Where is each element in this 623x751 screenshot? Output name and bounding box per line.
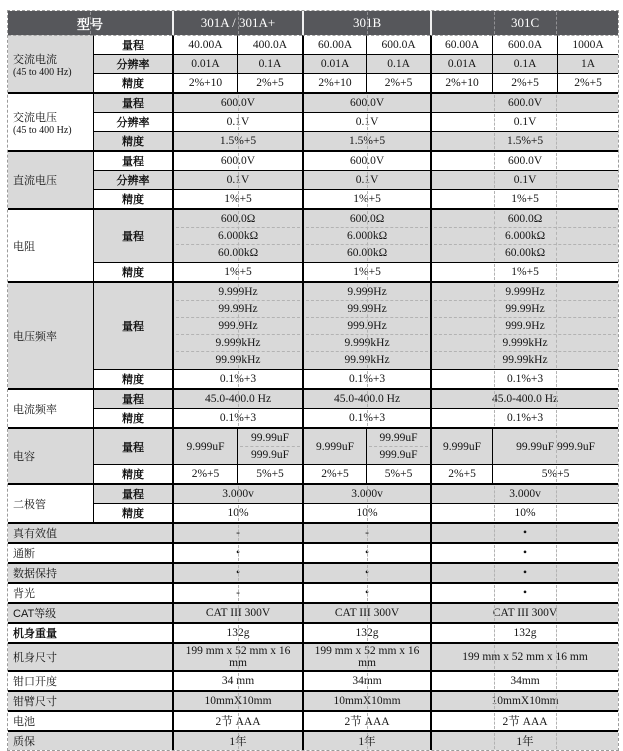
range-line: 99.99kHz (434, 351, 616, 368)
spec-value-cell (237, 427, 302, 464)
feature-value-cell: • (302, 542, 430, 562)
spec-value-cell: 2%+5 (430, 464, 492, 483)
spec-type-label: 精度 (93, 189, 172, 208)
spec-value-cell: 0.01A (430, 54, 492, 73)
spec-value-cell: 0.1%+3 (302, 369, 430, 388)
merged-cell-gridline (90, 12, 91, 34)
merged-cell-gridline (367, 545, 368, 561)
spec-value-cell: 60.00A (430, 35, 492, 54)
merged-cell-gridline (494, 625, 495, 641)
merged-cell-gridline (238, 545, 239, 561)
feature-value-cell: - (172, 582, 302, 602)
spec-value-cell: 0.01A (172, 54, 237, 73)
section-label (8, 427, 93, 483)
range-line: 600.0Ω (220, 213, 256, 225)
spec-value-cell: 600.0V (430, 92, 618, 112)
spec-value-cell: 1000A (557, 35, 618, 54)
range-line: 99.99Hz (176, 300, 300, 317)
range-line: 9.999kHz (306, 334, 428, 351)
spec-type-label: 分辨率 (93, 54, 172, 73)
spec-value-cell (172, 208, 302, 262)
merged-cell-gridline (367, 410, 368, 426)
header-model-1: 301B (302, 11, 430, 35)
spec-value-cell: 1%+5 (302, 189, 430, 208)
feature-value-cell: • (172, 562, 302, 582)
merged-cell-gridline (238, 191, 239, 207)
spec-type-label: 量程 (93, 208, 172, 262)
spec-value-cell: 0.1%+3 (172, 408, 302, 427)
merged-cell-gridline (556, 172, 557, 188)
feature-value-cell: 132g (302, 622, 430, 642)
feature-value-cell: 2节 AAA (302, 710, 430, 730)
merged-cell-gridline (238, 172, 239, 188)
merged-cell-gridline (238, 153, 239, 169)
merged-cell-gridline (556, 114, 557, 130)
merged-cell-gridline (367, 605, 368, 621)
range-line: 9.999kHz (176, 334, 300, 351)
spec-type-label: 分辨率 (93, 170, 172, 189)
spec-value-cell: 5%+5 (492, 464, 618, 483)
merged-cell-gridline (494, 114, 495, 130)
section-label (8, 483, 93, 522)
feature-value-cell: CAT III 300V (172, 602, 302, 622)
merged-cell-gridline (494, 525, 495, 541)
merged-cell-gridline (556, 545, 557, 561)
spec-value-cell: 0.1V (430, 170, 618, 189)
merged-cell-gridline (556, 264, 557, 280)
merged-cell-gridline (238, 565, 239, 581)
spec-type-label: 量程 (93, 35, 172, 54)
merged-cell-gridline (494, 264, 495, 280)
merged-cell-gridline (238, 12, 239, 34)
spec-value-cell: 1A (557, 54, 618, 73)
spec-type-label: 量程 (93, 92, 172, 112)
merged-cell-gridline (494, 505, 495, 521)
merged-cell-gridline (494, 585, 495, 601)
header-model-2: 301C (430, 11, 618, 35)
merged-cell-gridline (238, 391, 239, 407)
merged-cell-gridline (494, 191, 495, 207)
feature-value-cell: - (302, 522, 430, 542)
spec-value-cell: 0.1%+3 (172, 369, 302, 388)
merged-cell-gridline (238, 673, 239, 689)
section-label (8, 281, 93, 388)
feature-value-cell: 1年 (430, 730, 618, 750)
feature-value-cell: 199 mm x 52 mm x 16 mm (302, 642, 430, 670)
range-line: 60.00kΩ (434, 244, 616, 261)
feature-value-cell: 34 mm (172, 670, 302, 690)
spec-value-cell: 600.0V (302, 150, 430, 170)
merged-cell-gridline (556, 733, 557, 749)
feature-label: 真有效值 (8, 522, 172, 542)
spec-value-cell: 0.1V (172, 112, 302, 131)
spec-value-cell: 1%+5 (430, 262, 618, 281)
spec-value-cell: 1.5%+5 (302, 131, 430, 150)
merged-cell-gridline (238, 410, 239, 426)
spec-type-label: 量程 (93, 483, 172, 503)
merged-cell-gridline (367, 585, 368, 601)
feature-value-cell: CAT III 300V (430, 602, 618, 622)
range-line: 600.0Ω (507, 213, 543, 225)
feature-value-cell: - (172, 522, 302, 542)
spec-value-cell: 10% (302, 503, 430, 522)
merged-cell-gridline (556, 191, 557, 207)
range-line: 9.999Hz (347, 286, 387, 298)
feature-label: 背光 (8, 582, 172, 602)
merged-cell-gridline (367, 486, 368, 502)
spec-value-cell: 2%+5 (366, 73, 430, 92)
section-label-text: 电压频率 (13, 330, 57, 343)
header-model-label: 型号 (8, 11, 172, 35)
feature-value-cell: 10mmX10mm (172, 690, 302, 710)
merged-cell-gridline (494, 673, 495, 689)
merged-cell-gridline (367, 172, 368, 188)
section-sublabel-text: (45 to 400 Hz) (13, 124, 72, 136)
merged-cell-gridline (367, 12, 368, 34)
feature-value-cell: 10mmX10mm (430, 690, 618, 710)
feature-label: 机身尺寸 (8, 642, 172, 670)
spec-value-cell: 600.0V (172, 150, 302, 170)
merged-cell-gridline (367, 114, 368, 130)
section-label-text: 交流电压 (13, 111, 57, 124)
spec-value-cell: 2%+10 (172, 73, 237, 92)
spec-type-label: 分辨率 (93, 112, 172, 131)
spec-value-cell: 1%+5 (172, 189, 302, 208)
spec-type-label: 精度 (93, 73, 172, 92)
merged-cell-gridline (367, 95, 368, 111)
spec-value-cell: 0.1A (492, 54, 557, 73)
merged-cell-gridline (367, 713, 368, 729)
merged-cell-gridline (556, 12, 557, 34)
spec-value-cell: 9.999uF (302, 427, 366, 464)
spec-value-cell: 45.0-400.0 Hz (430, 388, 618, 408)
range-line: 999.9Hz (434, 317, 616, 334)
feature-value-cell: 2节 AAA (430, 710, 618, 730)
spec-value-cell: 2%+10 (302, 73, 366, 92)
spec-value-cell: 1%+5 (172, 262, 302, 281)
section-label-text: 交流电流 (13, 53, 57, 66)
spec-type-label: 精度 (93, 131, 172, 150)
range-line: 999.9uF (240, 446, 300, 463)
range-line: 99.99uF (251, 432, 290, 444)
merged-cell-gridline (556, 713, 557, 729)
range-line: 9.999Hz (218, 286, 258, 298)
merged-cell-gridline (367, 565, 368, 581)
spec-value-cell: 5%+5 (366, 464, 430, 483)
range-line: 99.99uF (379, 432, 418, 444)
spec-type-label: 量程 (93, 150, 172, 170)
merged-cell-gridline (367, 505, 368, 521)
feature-value-cell: 1年 (172, 730, 302, 750)
merged-cell-gridline (494, 486, 495, 502)
feature-value-cell: 132g (430, 622, 618, 642)
spec-value-cell: 3.000v (302, 483, 430, 503)
spec-value-cell: 3.000v (172, 483, 302, 503)
spec-value-cell: 2%+5 (557, 73, 618, 92)
spec-type-label: 量程 (93, 427, 172, 464)
spec-type-label: 精度 (93, 262, 172, 281)
feature-label: 质保 (8, 730, 172, 750)
spec-type-label: 精度 (93, 503, 172, 522)
merged-cell-gridline (238, 733, 239, 749)
feature-value-cell: 132g (172, 622, 302, 642)
spec-sheet (7, 10, 619, 751)
merged-cell-gridline (238, 713, 239, 729)
spec-type-label: 精度 (93, 408, 172, 427)
spec-value-cell: 9.999uF (430, 427, 492, 464)
feature-value-cell: • (172, 542, 302, 562)
feature-label: 钳臂尺寸 (8, 690, 172, 710)
spec-value-cell: 40.00A (172, 35, 237, 54)
spec-value-cell: 60.00A (302, 35, 366, 54)
merged-cell-gridline (556, 133, 557, 149)
spec-value-cell: 10% (430, 503, 618, 522)
section-label-text: 直流电压 (13, 175, 57, 187)
range-line: 6.000kΩ (176, 227, 300, 244)
section-label-text: 电阻 (13, 240, 35, 253)
merged-cell-gridline (556, 525, 557, 541)
range-line: 60.00kΩ (176, 244, 300, 261)
merged-cell-gridline (238, 114, 239, 130)
merged-cell-gridline (238, 486, 239, 502)
merged-cell-gridline (494, 12, 495, 34)
section-label (8, 388, 93, 427)
feature-label: 机身重量 (8, 622, 172, 642)
merged-cell-gridline (556, 391, 557, 407)
merged-cell-gridline (238, 133, 239, 149)
range-line: 99.99Hz (306, 300, 428, 317)
merged-cell-gridline (494, 172, 495, 188)
spec-value-cell: 2%+5 (237, 73, 302, 92)
range-line: 9.999kHz (434, 334, 616, 351)
spec-value-cell: 2%+5 (302, 464, 366, 483)
merged-cell-gridline (367, 371, 368, 387)
feature-value-cell: 1年 (302, 730, 430, 750)
spec-value-cell: 45.0-400.0 Hz (172, 388, 302, 408)
range-line: 99.99kHz (176, 351, 300, 368)
merged-cell-gridline (494, 371, 495, 387)
merged-cell-gridline (238, 585, 239, 601)
spec-value-cell: 45.0-400.0 Hz (302, 388, 430, 408)
spec-value-cell: 600.0A (492, 35, 557, 54)
feature-value-cell: 199 mm x 52 mm x 16 mm (430, 642, 618, 670)
spec-value-cell: 600.0V (430, 150, 618, 170)
feature-value-cell: 10mmX10mm (302, 690, 430, 710)
range-line: 9.999Hz (505, 286, 545, 298)
merged-cell-gridline (494, 605, 495, 621)
merged-cell-gridline (238, 645, 239, 669)
feature-label: 钳口开度 (8, 670, 172, 690)
spec-value-cell: 0.1%+3 (430, 408, 618, 427)
range-line: 99.99Hz (434, 300, 616, 317)
merged-cell-gridline (494, 153, 495, 169)
merged-cell-gridline (367, 264, 368, 280)
spec-value-cell: 0.1A (237, 54, 302, 73)
merged-cell-gridline (556, 410, 557, 426)
merged-cell-gridline (367, 673, 368, 689)
spec-value-cell (430, 208, 618, 262)
merged-cell-gridline (556, 430, 557, 463)
range-line: 99.99kHz (306, 351, 428, 368)
spec-value-cell: 600.0A (366, 35, 430, 54)
spec-value-cell: 0.1V (430, 112, 618, 131)
merged-cell-gridline (556, 95, 557, 111)
merged-cell-gridline (494, 391, 495, 407)
spec-value-cell: 9.999uF (172, 427, 237, 464)
feature-value-cell: • (430, 562, 618, 582)
section-label (8, 208, 93, 281)
spec-value-cell (430, 281, 618, 369)
merged-cell-gridline (494, 713, 495, 729)
merged-cell-gridline (367, 391, 368, 407)
spec-value-cell (302, 281, 430, 369)
spec-value-cell: 10% (172, 503, 302, 522)
section-label-text: 电容 (13, 451, 35, 463)
feature-value-cell: • (430, 582, 618, 602)
merged-cell-gridline (494, 733, 495, 749)
spec-value-cell: 0.1%+3 (302, 408, 430, 427)
merged-cell-gridline (494, 410, 495, 426)
feature-label: 通断 (8, 542, 172, 562)
section-label (8, 150, 93, 208)
spec-value-cell: 0.1A (366, 54, 430, 73)
merged-cell-gridline (367, 625, 368, 641)
merged-cell-gridline (238, 605, 239, 621)
header-model-0: 301A / 301A+ (172, 11, 302, 35)
spec-value-cell: 600.0V (302, 92, 430, 112)
section-label (8, 92, 93, 150)
section-label-text: 二极管 (13, 498, 46, 511)
spec-value-cell: 2%+5 (492, 73, 557, 92)
feature-value-cell: CAT III 300V (302, 602, 430, 622)
merged-cell-gridline (556, 153, 557, 169)
merged-cell-gridline (494, 545, 495, 561)
spec-value-cell: 600.0V (172, 92, 302, 112)
merged-cell-gridline (556, 645, 557, 669)
spec-type-label: 精度 (93, 369, 172, 388)
range-line: 999.9Hz (176, 317, 300, 334)
merged-cell-gridline (556, 625, 557, 641)
merged-cell-gridline (238, 505, 239, 521)
merged-cell-gridline (367, 133, 368, 149)
merged-cell-gridline (367, 153, 368, 169)
spec-value-cell: 400.0A (237, 35, 302, 54)
merged-cell-gridline (494, 565, 495, 581)
range-line: 999.9Hz (306, 317, 428, 334)
merged-cell-gridline (238, 371, 239, 387)
spec-table (8, 11, 618, 750)
merged-cell-gridline (556, 585, 557, 601)
spec-value-cell: 2%+5 (172, 464, 237, 483)
merged-cell-gridline (367, 733, 368, 749)
spec-value-cell (302, 208, 430, 262)
range-line: 600.0Ω (349, 213, 385, 225)
merged-cell-gridline (238, 95, 239, 111)
section-sublabel-text: (45 to 400 Hz) (13, 66, 72, 78)
spec-value-cell: 1%+5 (302, 262, 430, 281)
merged-cell-gridline (494, 645, 495, 669)
spec-value-cell: 3.000v (430, 483, 618, 503)
spec-value-cell: 1%+5 (430, 189, 618, 208)
section-label-text: 电流频率 (13, 403, 57, 416)
range-line: 60.00kΩ (306, 244, 428, 261)
feature-value-cell: 199 mm x 52 mm x 16 mm (172, 642, 302, 670)
spec-value-cell (172, 281, 302, 369)
section-label (8, 35, 93, 92)
feature-value-cell: • (430, 542, 618, 562)
merged-cell-gridline (494, 133, 495, 149)
feature-value-cell: • (302, 582, 430, 602)
merged-cell-gridline (556, 673, 557, 689)
spec-value-cell: 2%+10 (430, 73, 492, 92)
feature-label: 电池 (8, 710, 172, 730)
spec-value-cell: 0.1V (302, 170, 430, 189)
merged-cell-gridline (367, 525, 368, 541)
merged-cell-gridline (238, 264, 239, 280)
merged-cell-gridline (556, 371, 557, 387)
range-line: 6.000kΩ (306, 227, 428, 244)
merged-cell-gridline (556, 486, 557, 502)
spec-value-cell: 0.1V (302, 112, 430, 131)
merged-cell-gridline (494, 95, 495, 111)
spec-value-cell: 1.5%+5 (172, 131, 302, 150)
spec-value-cell: 5%+5 (237, 464, 302, 483)
spec-value-cell: 0.01A (302, 54, 366, 73)
spec-value-cell (366, 427, 430, 464)
spec-value-cell: 1.5%+5 (430, 131, 618, 150)
feature-value-cell: 34mm (302, 670, 430, 690)
merged-cell-gridline (556, 565, 557, 581)
feature-value-cell: 34mm (430, 670, 618, 690)
spec-value-cell: 99.99uF 999.9uF (492, 427, 618, 464)
merged-cell-gridline (367, 191, 368, 207)
range-line: 6.000kΩ (434, 227, 616, 244)
merged-cell-gridline (556, 605, 557, 621)
feature-value-cell: 2节 AAA (172, 710, 302, 730)
spec-type-label: 精度 (93, 464, 172, 483)
merged-cell-gridline (367, 645, 368, 669)
feature-value-cell: • (430, 522, 618, 542)
merged-cell-gridline (238, 525, 239, 541)
feature-label: CAT等级 (8, 602, 172, 622)
feature-value-cell: • (302, 562, 430, 582)
spec-type-label: 量程 (93, 281, 172, 369)
merged-cell-gridline (556, 466, 557, 482)
feature-label: 数据保持 (8, 562, 172, 582)
spec-type-label: 量程 (93, 388, 172, 408)
range-line: 999.9uF (369, 446, 428, 463)
merged-cell-gridline (556, 505, 557, 521)
spec-value-cell: 0.1%+3 (430, 369, 618, 388)
merged-cell-gridline (238, 625, 239, 641)
spec-value-cell: 0.1V (172, 170, 302, 189)
